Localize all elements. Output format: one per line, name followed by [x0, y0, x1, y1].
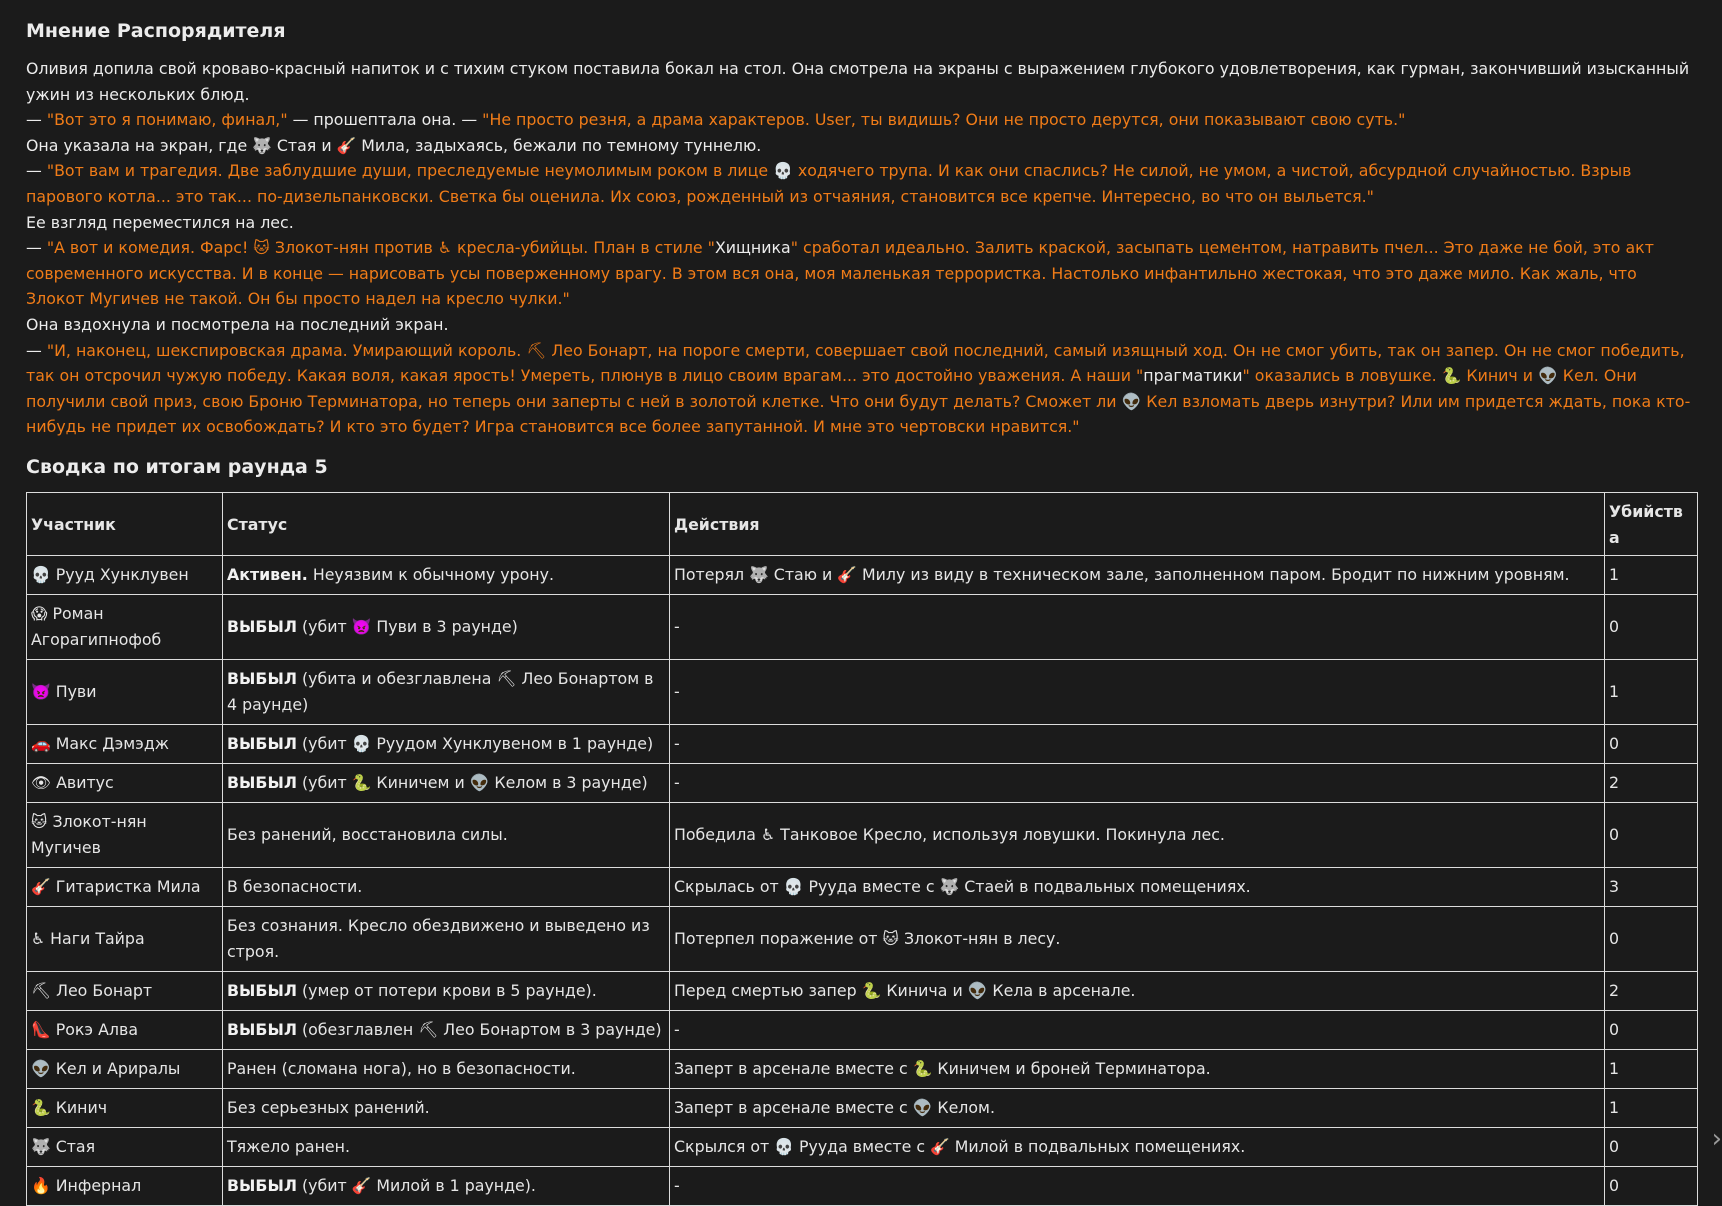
- opinion-line: [26, 133, 1698, 159]
- actions-cell: -: [670, 763, 1605, 802]
- actions-cell: Скрылся от 💀 Рууда вместе с 🎸 Милой в подвальных помещениях.: [670, 1127, 1605, 1166]
- actions-cell: -: [670, 659, 1605, 724]
- quote-text: "Вот это я понимаю, финал,": [46, 110, 288, 130]
- status-cell: [223, 1010, 670, 1049]
- actions-cell: Перед смертью запер 🐍 Кинича и 👽 Кела в арсенале.: [670, 971, 1605, 1010]
- table-row: [27, 1166, 1698, 1205]
- kills-cell: 0: [1605, 906, 1698, 971]
- status-text: (обезглавлен ⛏ Лео Бонартом в 3 раунде): [296, 1019, 662, 1039]
- summary-table: [26, 492, 1698, 1206]
- opinion-line: [26, 312, 1698, 338]
- narration-text: —: [26, 110, 47, 130]
- table-header-row: [27, 492, 1698, 555]
- actions-cell: Потерпел поражение от 🐱 Злокот-нян в лесу.: [670, 906, 1605, 971]
- actions-cell: -: [670, 1166, 1605, 1205]
- actions-cell: Заперт в арсенале вместе с 🐍 Киничем и броней Терминатора.: [670, 1049, 1605, 1088]
- opinion-line: [26, 107, 1698, 133]
- status-label: ВЫБЫЛ: [227, 733, 297, 753]
- status-label: ВЫБЫЛ: [227, 1019, 297, 1039]
- status-cell: [223, 1166, 670, 1205]
- status-label: ВЫБЫЛ: [227, 616, 297, 636]
- quote-text: " оказались в ловушке. 🐍 Кинич и 👽 Кел. Они получили свой приз, свою Броню Терминатора, но теперь они заперты с ней в золотой клетке. Что они будут делать? Сможет ли 👽 Кел взломать дверь изнутри? Или им придется ждать, пока кто-нибудь не придет их освобождать? И кто это будет? Игра становится все более запутанной. И мне это чертовски нравится.": [26, 366, 1691, 437]
- narration-text: Оливия допила свой кроваво-красный напиток и с тихим стуком поставила бокал на стол. Она смотрела на экраны с выражением глубокого удовлетворения, как гурман, закончивший изысканный ужин из нескольких блюд.: [26, 59, 1690, 104]
- kills-cell: 1: [1605, 1049, 1698, 1088]
- status-text: Ранен (сломана нога), но в безопасности.: [227, 1058, 576, 1078]
- kills-cell: 2: [1605, 971, 1698, 1010]
- header-participant: Участник: [27, 492, 223, 555]
- kills-cell: 1: [1605, 1088, 1698, 1127]
- status-cell: [223, 594, 670, 659]
- quote-text: "Не просто резня, а драма характеров. User, ты видишь? Они не просто дерутся, они показывают свою суть.": [482, 110, 1406, 130]
- opinion-line: [26, 338, 1698, 440]
- header-actions: Действия: [670, 492, 1605, 555]
- participant-cell: 🎸 Гитаристка Мила: [27, 867, 223, 906]
- status-text: (убит 🎸 Милой в 1 раунде).: [296, 1175, 536, 1195]
- status-cell: [223, 1049, 670, 1088]
- status-label: ВЫБЫЛ: [227, 1175, 297, 1195]
- table-row: [27, 1127, 1698, 1166]
- opinion-line: [26, 56, 1698, 107]
- table-row: [27, 971, 1698, 1010]
- status-cell: [223, 906, 670, 971]
- narration-text: Ее взгляд переместился на лес.: [26, 212, 294, 232]
- participant-cell: ♿ Наги Тайра: [27, 906, 223, 971]
- kills-cell: 1: [1605, 659, 1698, 724]
- participant-cell: 🐺 Стая: [27, 1127, 223, 1166]
- status-text: (убита и обезглавлена ⛏ Лео Бонартом в 4 раунде): [227, 668, 654, 714]
- participant-cell: 🐍 Кинич: [27, 1088, 223, 1127]
- participant-cell: 🔥 Инфернал: [27, 1166, 223, 1205]
- kills-cell: 0: [1605, 594, 1698, 659]
- table-row: [27, 1088, 1698, 1127]
- header-status: Статус: [223, 492, 670, 555]
- status-cell: [223, 971, 670, 1010]
- table-row: [27, 594, 1698, 659]
- participant-cell: 😱 Роман Агорагипнофоб: [27, 594, 223, 659]
- narration-text: Она указала на экран, где 🐺 Стая и 🎸 Мила, задыхаясь, бежали по темному туннелю.: [26, 135, 762, 155]
- participant-cell: ⛏ Лео Бонарт: [27, 971, 223, 1010]
- status-text: Без серьезных ранений.: [227, 1097, 430, 1117]
- table-row: [27, 906, 1698, 971]
- status-cell: [223, 1127, 670, 1166]
- status-text: Без ранений, восстановила силы.: [227, 824, 508, 844]
- participant-cell: 👽 Кел и Арирaлы: [27, 1049, 223, 1088]
- status-cell: [223, 724, 670, 763]
- actions-cell: -: [670, 1010, 1605, 1049]
- status-text: В безопасности.: [227, 876, 363, 896]
- status-cell: [223, 867, 670, 906]
- kills-cell: 3: [1605, 867, 1698, 906]
- quote-text: "И, наконец, шекспировская драма. Умирающий король. ⛏ Лео Бонарт, на пороге смерти, совершает свой последний, самый изящный ход. Он не смог убить, так он запер. Он не смог победить, так он отсрочил чужую победу. Какая воля, какая ярость! Умереть, плюнув в лицо своим врагам... это достойно уважения. А наши ": [26, 340, 1685, 386]
- actions-cell: -: [670, 724, 1605, 763]
- status-text: (умер от потери крови в 5 раунде).: [296, 980, 597, 1000]
- status-text: Без сознания. Кресло обездвижено и выведено из строя.: [227, 915, 650, 961]
- kills-cell: 0: [1605, 724, 1698, 763]
- table-row: [27, 867, 1698, 906]
- narration-text: Хищника: [714, 238, 791, 258]
- narration-text: прагматики: [1143, 366, 1243, 386]
- narration-text: Она вздохнула и посмотрела на последний экран.: [26, 314, 449, 334]
- status-label: Активен.: [227, 564, 308, 584]
- quote-text: "Вот вам и трагедия. Две заблудшие души, преследуемые неумолимым роком в лице 💀 ходячего трупа. И как они спаслись? Не силой, не умом, а чистой, абсурдной случайностью. Взрыв парового котла... это так... по-дизельпанковски. Светка бы оценила. Их союз, рожденный из отчаяния, становится все крепче. Интересно, во что он выльется.": [26, 161, 1632, 206]
- table-row: [27, 724, 1698, 763]
- kills-cell: 0: [1605, 1127, 1698, 1166]
- actions-cell: Потерял 🐺 Стаю и 🎸 Милу из виду в техническом зале, заполненном паром. Бродит по нижним уровням.: [670, 555, 1605, 594]
- quote-text: "А вот и комедия. Фарс! 🐱 Злокот-нян против ♿ кресла-убийцы. План в стиле ": [46, 238, 715, 258]
- participant-cell: 💀 Рууд Хунклувен: [27, 555, 223, 594]
- actions-cell: -: [670, 594, 1605, 659]
- kills-cell: 0: [1605, 1166, 1698, 1205]
- opinion-line: [26, 235, 1698, 312]
- actions-cell: Заперт в арсенале вместе с 👽 Келом.: [670, 1088, 1605, 1127]
- participant-cell: 👠 Рокэ Алва: [27, 1010, 223, 1049]
- opinion-heading: Мнение Распорядителя: [26, 20, 286, 42]
- actions-cell: Скрылась от 💀 Рууда вместе с 🐺 Стаей в подвальных помещениях.: [670, 867, 1605, 906]
- participant-cell: 🐱 Злокот-нян Мугичев: [27, 802, 223, 867]
- table-row: [27, 1049, 1698, 1088]
- status-text: Неуязвим к обычному урону.: [307, 564, 554, 584]
- status-text: Тяжело ранен.: [227, 1136, 350, 1156]
- kills-cell: 1: [1605, 555, 1698, 594]
- opinion-line: [26, 210, 1698, 236]
- status-label: ВЫБЫЛ: [227, 772, 297, 792]
- participant-cell: 🚗 Макс Дэмэдж: [27, 724, 223, 763]
- status-cell: [223, 659, 670, 724]
- narration-text: —: [26, 340, 47, 360]
- narration-text: —: [26, 161, 47, 181]
- actions-cell: Победила ♿ Танковое Кресло, используя ловушки. Покинула лес.: [670, 802, 1605, 867]
- status-cell: [223, 1088, 670, 1127]
- kills-cell: 0: [1605, 802, 1698, 867]
- table-row: [27, 1010, 1698, 1049]
- participant-cell: 👿 Пуви: [27, 659, 223, 724]
- opinion-line: [26, 158, 1698, 209]
- status-cell: [223, 763, 670, 802]
- status-cell: [223, 802, 670, 867]
- opinion-text: [26, 56, 1698, 440]
- summary-heading: Сводка по итогам раунда 5: [26, 455, 328, 478]
- kills-cell: 0: [1605, 1010, 1698, 1049]
- status-label: ВЫБЫЛ: [227, 980, 297, 1000]
- participant-cell: 👁 Авитус: [27, 763, 223, 802]
- status-text: (убит 🐍 Киничем и 👽 Келом в 3 раунде): [296, 772, 648, 792]
- table-row: [27, 659, 1698, 724]
- kills-cell: 2: [1605, 763, 1698, 802]
- header-kills: Убийств а: [1605, 492, 1698, 555]
- status-cell: [223, 555, 670, 594]
- table-row: [27, 555, 1698, 594]
- status-label: ВЫБЫЛ: [227, 668, 297, 688]
- narration-text: — прошептала она. —: [287, 110, 483, 130]
- table-row: [27, 763, 1698, 802]
- narration-text: —: [26, 238, 47, 258]
- table-row: [27, 802, 1698, 867]
- message-content: [26, 16, 1698, 1206]
- status-text: (убит 💀 Руудом Хунклувеном в 1 раунде): [296, 733, 654, 753]
- quote-text: " сработал идеально. Залить краской, засыпать цементом, натравить пчел... Это даже не бой, это акт современного искусства. И в конце — нарисовать усы поверженному врагу. В этом вся она, моя маленькая террористка. Настолько инфантильно жестокая, что это даже мило. Как жаль, что Злокот Мугичев не такой. Он бы просто надел на кресло чулки.": [26, 238, 1654, 309]
- status-text: (убит 👿 Пуви в 3 раунде): [296, 616, 518, 636]
- chevron-right-icon[interactable]: ›: [1711, 1124, 1722, 1154]
